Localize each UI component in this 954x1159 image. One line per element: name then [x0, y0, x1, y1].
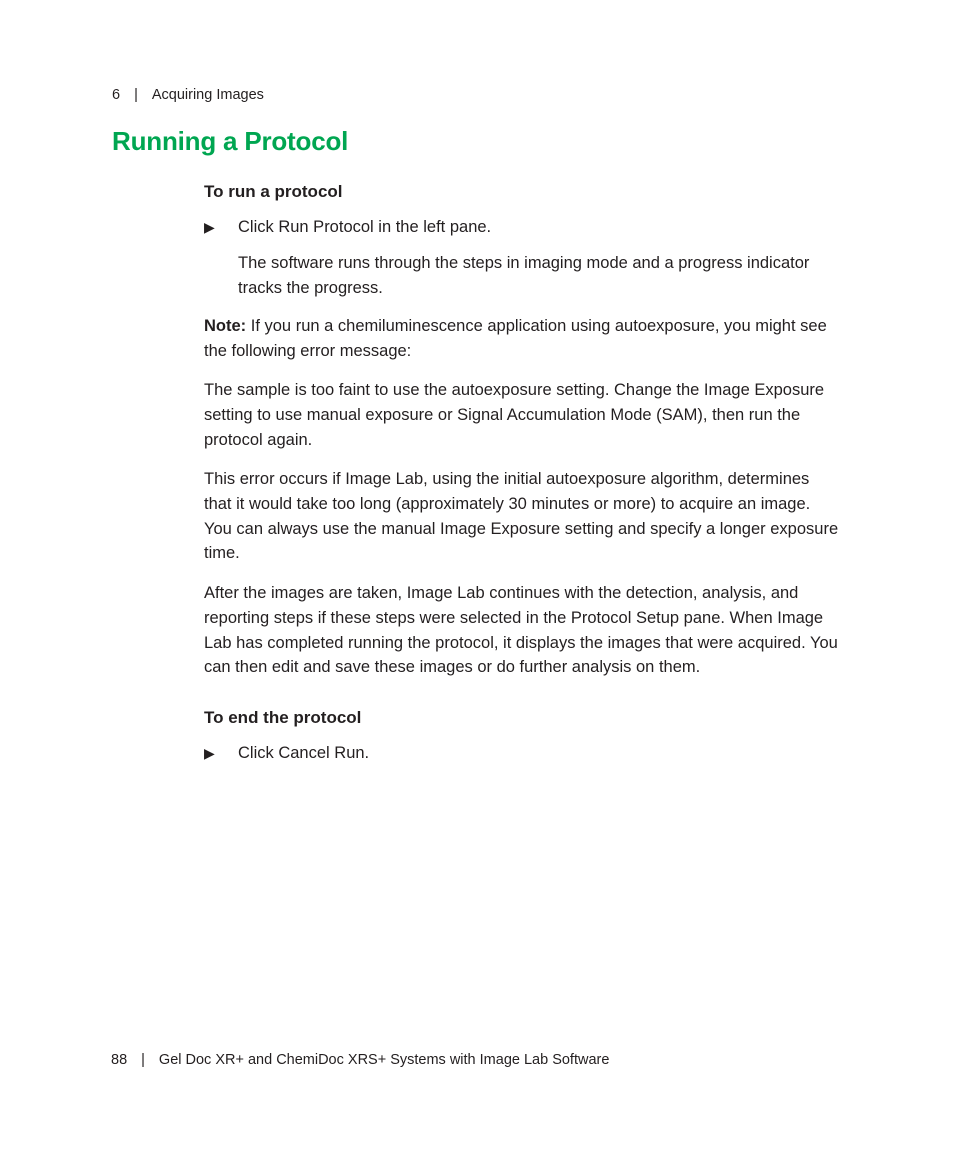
- book-title: Gel Doc XR+ and ChemiDoc XRS+ Systems with Image Lab Software: [158, 1052, 610, 1068]
- running-footer: [111, 1052, 609, 1068]
- main-content: [204, 180, 840, 777]
- end-protocol-heading: To end the protocol: [204, 707, 362, 727]
- bullet-arrow-icon: ▶: [204, 744, 215, 761]
- running-header: [112, 87, 264, 103]
- run-protocol-step: [204, 215, 840, 240]
- end-protocol-step: [204, 741, 840, 766]
- note-text: If you run a chemiluminescence application using autoexposure, you might see the following error message:: [204, 316, 827, 360]
- page-title: Running a Protocol: [112, 126, 349, 156]
- page-number: 88: [111, 1052, 128, 1068]
- run-protocol-heading: To run a protocol: [204, 182, 343, 201]
- footer-separator: |: [141, 1052, 145, 1068]
- run-protocol-result: The software runs through the steps in imaging mode and a progress indicator tracks the progress.: [238, 254, 810, 298]
- chapter-number: 6: [112, 87, 121, 103]
- note-paragraph: [204, 314, 840, 363]
- chapter-title: Acquiring Images: [151, 87, 264, 103]
- header-separator: |: [134, 87, 138, 103]
- after-images-paragraph: After the images are taken, Image Lab continues with the detection, analysis, and reporting steps if these steps were selected in the Protocol Setup pane. When Image Lab has completed running the protocol, it displays the images that were acquired. You can then edit and save these images or do further analysis on them.: [204, 584, 838, 677]
- bullet-arrow-icon: ▶: [204, 218, 215, 235]
- end-protocol-step-text: Click Cancel Run.: [238, 743, 370, 762]
- run-protocol-step-text: Click Run Protocol in the left pane.: [238, 217, 492, 236]
- note-label: Note:: [204, 316, 247, 335]
- error-cause-paragraph: This error occurs if Image Lab, using the initial autoexposure algorithm, determines that it would take too long (approximately 30 minutes or more) to acquire an image. You can always use the manual Image Exposure setting and specify a longer exposure time.: [204, 470, 839, 563]
- error-message-paragraph: The sample is too faint to use the autoexposure setting. Change the Image Exposure setting to use manual exposure or Signal Accumulation Mode (SAM), then run the protocol again.: [204, 381, 825, 449]
